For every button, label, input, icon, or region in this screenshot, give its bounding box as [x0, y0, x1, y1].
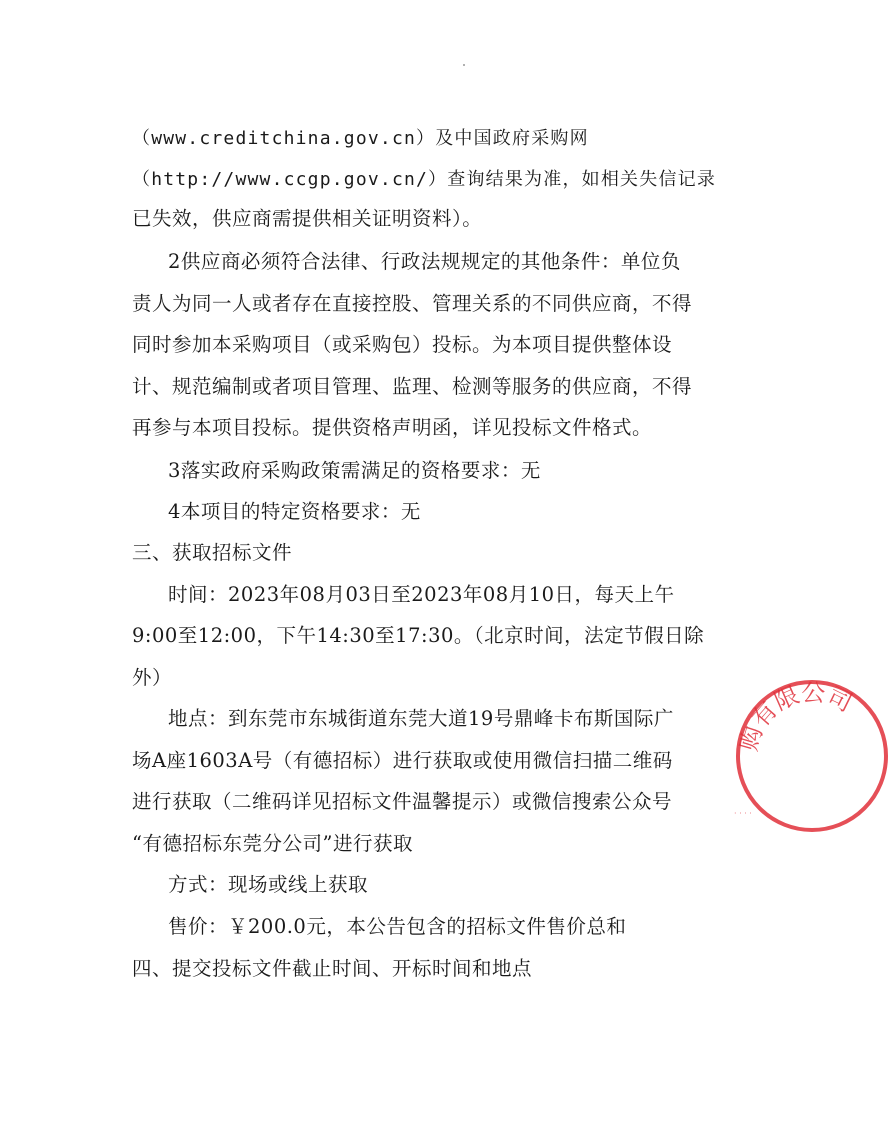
text-line-7: 计、规范编制或者项目管理、监理、检测等服务的供应商，不得: [132, 375, 693, 398]
text-line-12: 时间：2023年08月03日至2023年08月10日，每天上午: [168, 583, 675, 606]
text-line-9: 3落实政府采购政策需满足的资格要求：无: [168, 459, 541, 482]
scan-speck: [463, 64, 465, 66]
text-line-6: 同时参加本采购项目（或采购包）投标。为本项目提供整体设: [132, 333, 673, 356]
text-line-10: 4本项目的特定资格要求：无: [168, 500, 421, 523]
text-line-19: 方式：现场或线上获取: [168, 873, 369, 896]
text-line-20: 售价：￥200.0元，本公告包含的招标文件售价总和: [168, 915, 627, 938]
text-line-4: 2供应商必须符合法律、行政法规规定的其他条件：单位负: [168, 250, 681, 273]
text-line-1: （www.creditchina.gov.cn）及中国政府采购网: [132, 128, 589, 149]
seal-serial: · · · ·: [734, 809, 752, 818]
seal-text: 购有限公司: [734, 678, 857, 754]
company-seal-stamp: [732, 676, 892, 836]
section-heading-3: 三、获取招标文件: [132, 541, 293, 564]
text-line-8: 再参与本项目投标。提供资格声明函，详见投标文件格式。: [132, 416, 653, 439]
text-line-16: 场A座1603A号（有德招标）进行获取或使用微信扫描二维码: [132, 749, 673, 772]
text-line-15: 地点：到东莞市东城街道东莞大道19号鼎峰卡布斯国际广: [168, 707, 674, 730]
text-line-13: 9:00至12:00，下午14:30至17:30。（北京时间，法定节假日除: [132, 624, 705, 647]
text-line-5: 责人为同一人或者存在直接控股、管理关系的不同供应商，不得: [132, 292, 693, 315]
text-line-3: 已失效，供应商需提供相关证明资料）。: [132, 207, 483, 230]
section-heading-4: 四、提交投标文件截止时间、开标时间和地点: [132, 957, 533, 980]
text-line-18: “有德招标东莞分公司”进行获取: [132, 832, 413, 855]
text-line-2: （http://www.ccgp.gov.cn/）查询结果为准，如相关失信记录: [132, 169, 717, 190]
text-line-14: 外）: [132, 666, 173, 689]
text-line-17: 进行获取（二维码详见招标文件温馨提示）或微信搜索公众号: [132, 790, 673, 813]
